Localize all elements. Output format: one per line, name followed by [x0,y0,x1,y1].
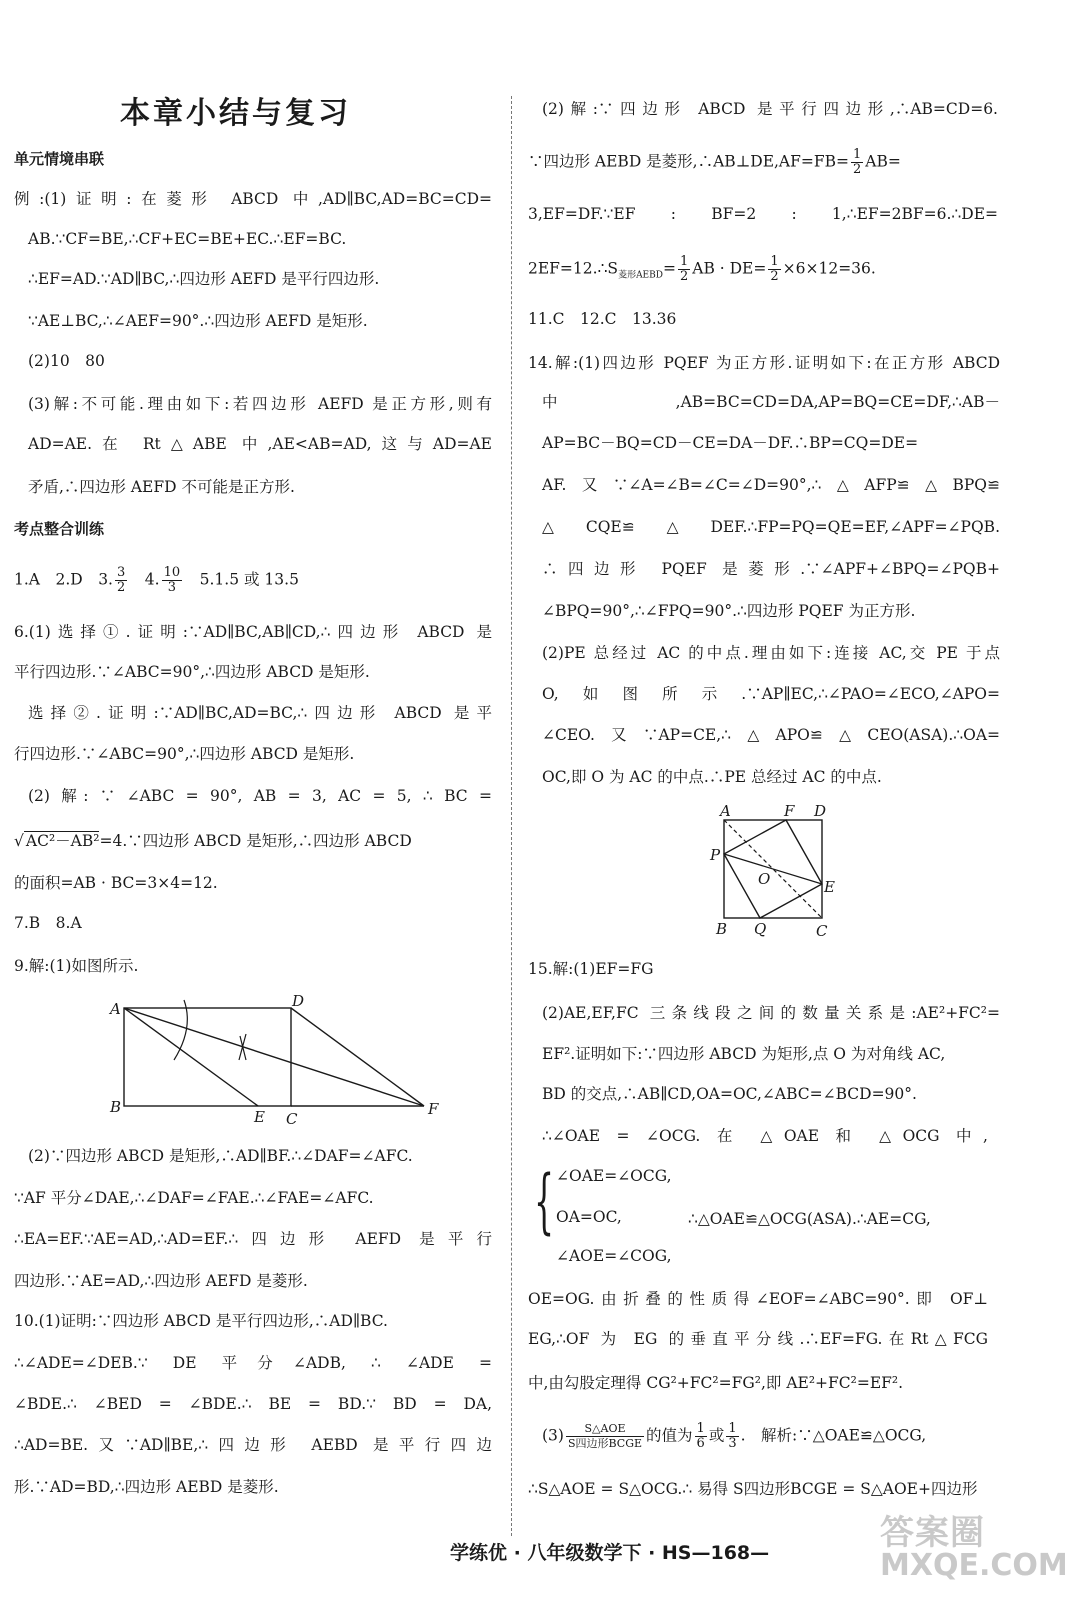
fraction-10-3: $\frac{10}{3}$ [163,565,181,595]
segment-af [124,1008,424,1106]
segment-ae [124,1008,258,1106]
label-a: A [720,802,731,820]
r2-text-a: ∵四边形 AEBD 是菱形,∴AB⊥DE,AF=FB= [528,152,850,171]
label-e: E [254,1108,265,1126]
q6-line-3: 选择②.证明:∵AD∥BC,AD=BC,∴四边形 ABCD 是平 [28,704,492,722]
q15-line-7: EG,∴OF 为 EG 的垂直平分线.∴EF=FG.在Rt△FCG [528,1330,988,1348]
label-a: A [110,1000,121,1018]
q14-line-9: O,如图所示.∵AP∥EC,∴∠PAO=∠ECO,∠APO= [542,685,1000,703]
q6-line-1: 6.(1)选择①.证明:∵AD∥BC,AB∥CD,∴四边形 ABCD 是 [14,623,492,641]
q15-line-4: BD 的交点,∴AB∥CD,OA=OC,∠ABC=∠BCD=90°. [542,1085,917,1103]
q14-line-2: 中,AB=BC=CD=DA,AP=BQ=CE=DF,∴AB－ [542,393,1000,411]
q10-part2-line-4 [528,255,876,287]
answers-text-a: 1.A 2.D 3. [14,570,113,589]
system-line-1: ∠OAE=∠OCG, [556,1167,672,1185]
label-e: E [824,878,835,896]
q14-line-3: AP=BC－BQ=CD－CE=DA－DF.∴BP=CQ=DE= [542,434,919,452]
q10-line-1: 10.(1)证明:∵四边形 ABCD 是平行四边形,∴AD∥BC. [14,1312,388,1330]
page-footer: 学练优 · 八年级数学下 · HS—168— [450,1542,770,1564]
q10-part2-line-2 [528,148,901,177]
q10-part2-line-1: (2)解:∵四边形 ABCD 是平行四边形,∴AB=CD=6. [542,100,998,118]
r4-text-c: AB · DE= [692,259,767,278]
q14-figure [706,800,836,940]
q15-line-5: ∴∠OAE = ∠OCG. 在 △OAE 和 △OCG 中, [542,1127,988,1145]
fraction-1-2-c: $\frac{1}{2}$ [770,254,779,284]
fraction-area-ratio: $\frac{\text{S△AOE}}{\text{S四边形BCGE}}$ [567,1422,643,1450]
q9-line-5: 四边形.∵AE=AD,∴四边形 AEFD 是菱形. [14,1272,308,1290]
answers-1-5 [14,566,299,595]
r4-text-b: = [662,259,676,278]
example-line-6: (3)解:不可能.理由如下:若四边形 AEFD 是正方形,则有 [28,395,492,413]
r28-text-a: (3) [542,1426,564,1445]
q10-part2-line-3: 3,EF=DF.∵EF : BF=2 : 1,∴EF=2BF=6.∴DE= [528,205,998,223]
answers-text-b: 4. [129,570,160,589]
q15-line-2: (2)AE,EF,FC 三条线段之间的数量关系是:AE²+FC²= [542,1004,1000,1022]
label-f: F [784,802,795,820]
fraction-1-3: $\frac{1}{3}$ [728,1421,737,1451]
answers-11-13: 11.C 12.C 13.36 [528,310,677,328]
answers-7-8: 7.B 8.A [14,914,82,932]
q15-line-3: EF².证明如下:∵四边形 ABCD 为矩形,点 O 为对角线 AC, [542,1045,946,1063]
label-d: D [292,992,305,1010]
q6-line-6 [14,830,412,852]
example-line-1: 例:(1)证明:在菱形 ABCD 中,AD∥BC,AD=BC=CD= [14,190,492,208]
segment-df [291,1008,424,1106]
q9-line-2: (2)∵四边形 ABCD 是矩形,∴AD∥BF.∴∠DAF=∠AFC. [28,1147,413,1165]
fraction-1-6: $\frac{1}{6}$ [696,1421,705,1451]
q14-line-8: (2)PE 总经过 AC 的中点.理由如下:连接 AC,交 PE 于点 [542,644,1000,662]
q15-line-6: OE=OG.由折叠的性质得∠EOF=∠ABC=90°.即 OF⊥ [528,1290,988,1308]
q9-line-1: 9.解:(1)如图所示. [14,957,139,975]
rectangle-abcd [124,1008,291,1106]
example-line-5: (2)10 80 [28,352,105,370]
q14-line-1: 14.解:(1)四边形 PQEF 为正方形.证明如下:在正方形 ABCD [528,354,1000,372]
example-line-2: AB.∵CF=BE,∴CF+EC=BE+EC.∴EF=BC. [28,230,347,248]
system-conclusion: ∴△OAE≌△OCG(ASA).∴AE=CG, [688,1210,931,1228]
q10-line-5: 形.∵AD=BD,∴四边形 AEBD 是菱形. [14,1478,279,1496]
q6-line-6-text: =4.∵四边形 ABCD 是矩形,∴四边形 ABCD [99,832,412,850]
q10-line-2: ∴∠ADE=∠DEB.∵ DE 平分∠ADB, ∴ ∠ADE = [14,1354,492,1372]
r28-text-c: 或 [708,1426,725,1445]
q14-line-11: OC,即 O 为 AC 的中点.∴PE 总经过 AC 的中点. [542,768,882,786]
section-heading-2: 考点整合训练 [14,520,105,538]
fraction-1-2: $\frac{1}{2}$ [853,147,862,177]
q14-line-6: ∴四边形 PQEF 是菱形.∵∠APF+∠BPQ=∠PQB+ [542,560,1000,578]
sqrt-radicand: AC²－AB² [25,832,100,850]
q15-line-8: 中,由勾股定理得 CG²+FC²=FG²,即 AE²+FC²=EF². [528,1374,904,1392]
label-p: P [710,846,721,864]
example-line-7: AD=AE.在 Rt△ABE 中,AE<AB=AD,这与AD=AE [28,435,492,453]
label-b: B [110,1098,122,1116]
q6-line-4: 行四边形.∵∠ABC=90°,∴四边形 ABCD 是矩形. [14,745,355,763]
q14-line-10: ∠CEO.又∵AP=CE,∴△APO≌△CEO(ASA).∴OA= [542,726,1000,744]
q15-line-1: 15.解:(1)EF=FG [528,960,654,978]
r28-text-b: 的值为 [646,1426,693,1445]
label-q: Q [754,920,767,938]
system-line-2: OA=OC, [556,1208,622,1226]
r28-text-d: . 解析:∵△OAE≌△OCG, [740,1426,927,1445]
label-d: D [814,802,827,820]
watermark-url: MXQE.COM [880,1548,1068,1583]
sqrt-sign: √ [14,832,24,850]
fraction-3-2: $\frac{3}{2}$ [117,565,126,595]
label-b: B [716,920,728,938]
q10-line-4: ∴AD=BE.又∵AD∥BE,∴四边形 AEBD 是平行四边 [14,1436,492,1454]
q10-line-3: ∠BDE.∴ ∠BED = ∠BDE.∴ BE = BD.∵ BD = DA, [14,1395,492,1413]
q15-line-10: ∴S△AOE = S△OCG.∴ 易得 S四边形BCGE = S△AOE+四边形 [528,1480,978,1498]
section-heading-1: 单元情境串联 [14,150,105,168]
label-f: F [428,1100,439,1118]
r4-subscript: 菱形AEBD [618,270,663,281]
q14-line-4: AF.又∵∠A=∠B=∠C=∠D=90°,∴△AFP≌△BPQ≌ [542,476,1000,494]
column-divider [511,96,512,1536]
label-c: C [816,922,828,940]
label-o: O [758,870,771,888]
left-brace: { [534,1160,555,1242]
q6-line-2: 平行四边形.∵∠ABC=90°,∴四边形 ABCD 是矩形. [14,663,370,681]
q14-line-5: △CQE≌△DEF.∴FP=PQ=QE=EF,∠APF=∠PQB. [542,518,1000,536]
q9-figure [94,988,454,1128]
r4-text-a: 2EF=12.∴S [528,259,619,278]
example-line-3: ∴EF=AD.∵AD∥BC,∴四边形 AEFD 是平行四边形. [28,270,380,288]
q15-line-9 [542,1422,926,1451]
q9-line-4: ∴EA=EF.∵AE=AD,∴AD=EF.∴四边形 AEFD 是平行 [14,1230,492,1248]
example-line-8: 矛盾,∴四边形 AEFD 不可能是正方形. [28,478,295,496]
r2-text-b: AB= [865,152,901,171]
answers-text-c: 5.1.5 或 13.5 [184,570,299,589]
example-line-4: ∵AE⊥BC,∴∠AEF=90°.∴四边形 AEFD 是矩形. [28,312,368,330]
q6-line-7: 的面积=AB · BC=3×4=12. [14,874,218,892]
r4-text-d: ×6×12=36. [782,259,876,278]
fraction-1-2-b: $\frac{1}{2}$ [679,254,689,284]
watermark-logo: 答案圈 [880,1513,985,1553]
label-c: C [286,1110,298,1128]
system-line-3: ∠AOE=∠COG, [556,1247,672,1265]
page-title: 本章小结与复习 [120,96,351,131]
q6-line-5: (2) 解: ∵ ∠ABC = 90°, AB = 3, AC = 5, ∴ BC = [28,787,492,805]
arc-mark [174,1000,187,1060]
q14-line-7: ∠BPQ=90°,∴∠FPQ=90°.∴四边形 PQEF 为正方形. [542,602,916,620]
q9-line-3: ∵AF 平分∠DAE,∴∠DAF=∠FAE.∴∠FAE=∠AFC. [14,1189,374,1207]
